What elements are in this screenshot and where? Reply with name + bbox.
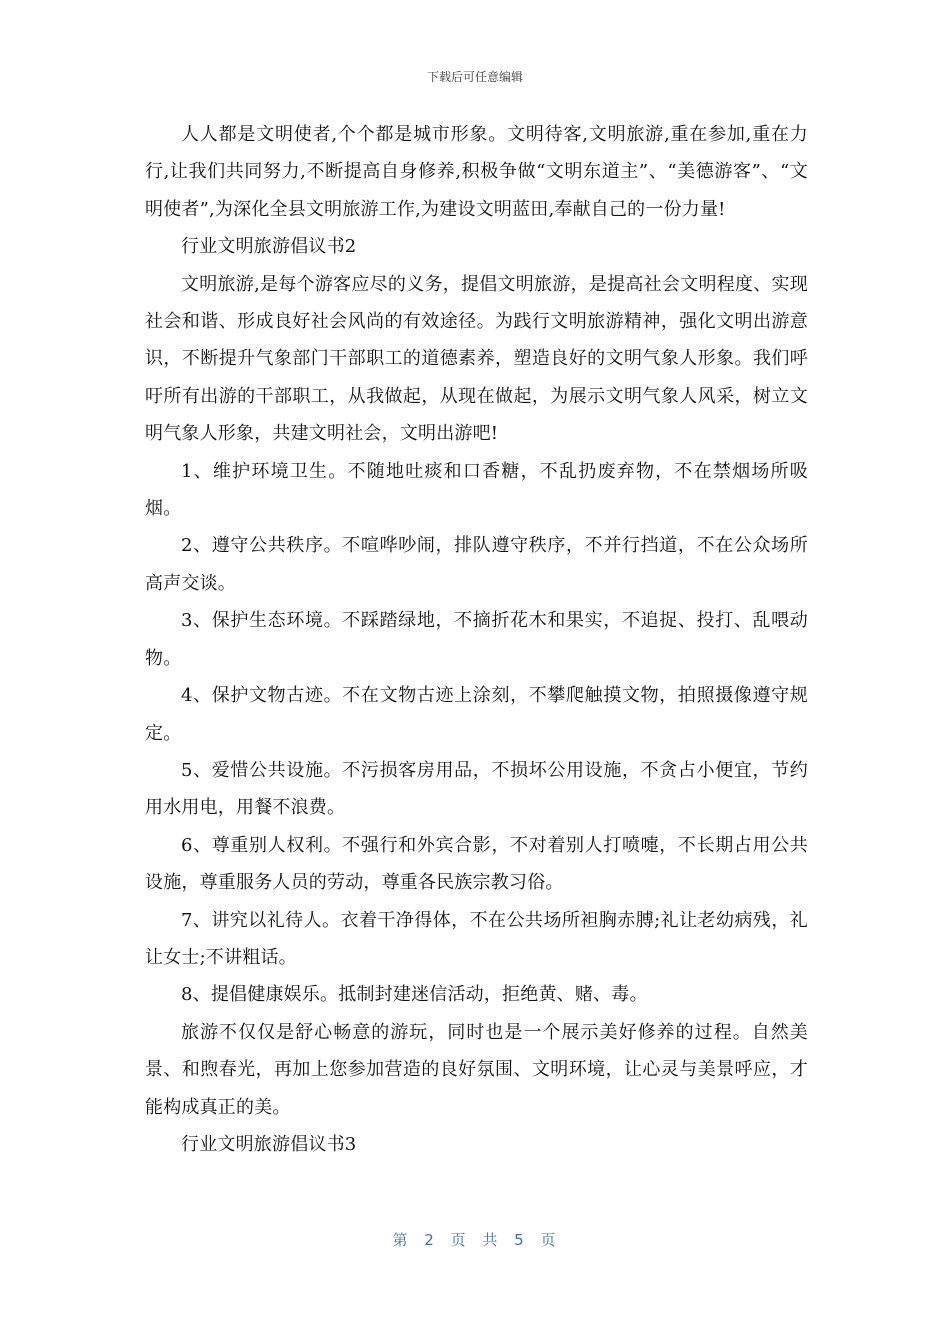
list-item: 7、讲究以礼待人。衣着干净得体，不在公共场所袒胸赤膊;礼让老幼病残，礼让女士;不讲粗话。 [145,909,808,968]
paragraph-intro: 文明旅游,是每个游客应尽的义务，提倡文明旅游，是提高社会文明程度、实现社会和谐、形成良好社会风尚的有效途径。为践行文明旅游精神，强化文明出游意识，不断提升气象部门干部职工的道德素养，塑造良好的文明气象人形象。我们呼吁所有出游的干部职工，从我做起，从现在做起，为展示文明气象人风采，树立文明气象人形象，共建文明社会，文明出游吧! [145,273,808,445]
section-title-3: 行业文明旅游倡议书3 [181,1133,357,1155]
list-item: 8、提倡健康娱乐。抵制封建迷信活动，拒绝黄、赌、毒。 [181,984,648,1006]
page-number: 第 2 页 共 5 页 [392,1231,558,1249]
paragraph-conclusion: 旅游不仅仅是舒心畅意的游玩，同时也是一个展示美好修养的过程。自然美景、和煦春光，再加上您参加营造的良好氛围、文明环境，让心灵与美景呼应，才能构成真正的美。 [145,1021,808,1118]
list-item: 3、保护生态环境。不踩踏绿地，不摘折花木和果实，不追捉、投打、乱喂动物。 [145,610,808,669]
list-item: 2、遵守公共秩序。不喧哗吵闹，排队遵守秩序，不并行挡道，不在公众场所高声交谈。 [145,535,808,594]
list-item: 1、维护环境卫生。不随地吐痰和口香糖，不乱扔废弃物，不在禁烟场所吸烟。 [145,460,808,520]
list-item: 6、尊重别人权利。不强行和外宾合影，不对着别人打喷嚏，不长期占用公共设施，尊重服务人员的劳动，尊重各民族宗教习俗。 [145,834,808,894]
page-header-note: 下载后可任意编辑 [426,70,523,84]
list-item: 4、保护文物古迹。不在文物古迹上涂刻，不攀爬触摸文物，拍照摄像遵守规定。 [145,685,808,744]
list-item: 5、爱惜公共设施。不污损客房用品，不损坏公用设施，不贪占小便宜，节约用水用电，用餐不浪费。 [145,759,808,819]
paragraph-closing-appeal: 人人都是文明使者,个个都是城市形象。文明待客,文明旅游,重在参加,重在力行,让我们共同努力,不断提高自身修养,积极争做“文明东道主”、“美德游客”、“文明使者”,为深化全县文明旅游工作,为建设文明蓝田,奉献自己的一份力量! [145,124,808,220]
section-title-2: 行业文明旅游倡议书2 [181,236,357,258]
document-body [145,116,808,1163]
